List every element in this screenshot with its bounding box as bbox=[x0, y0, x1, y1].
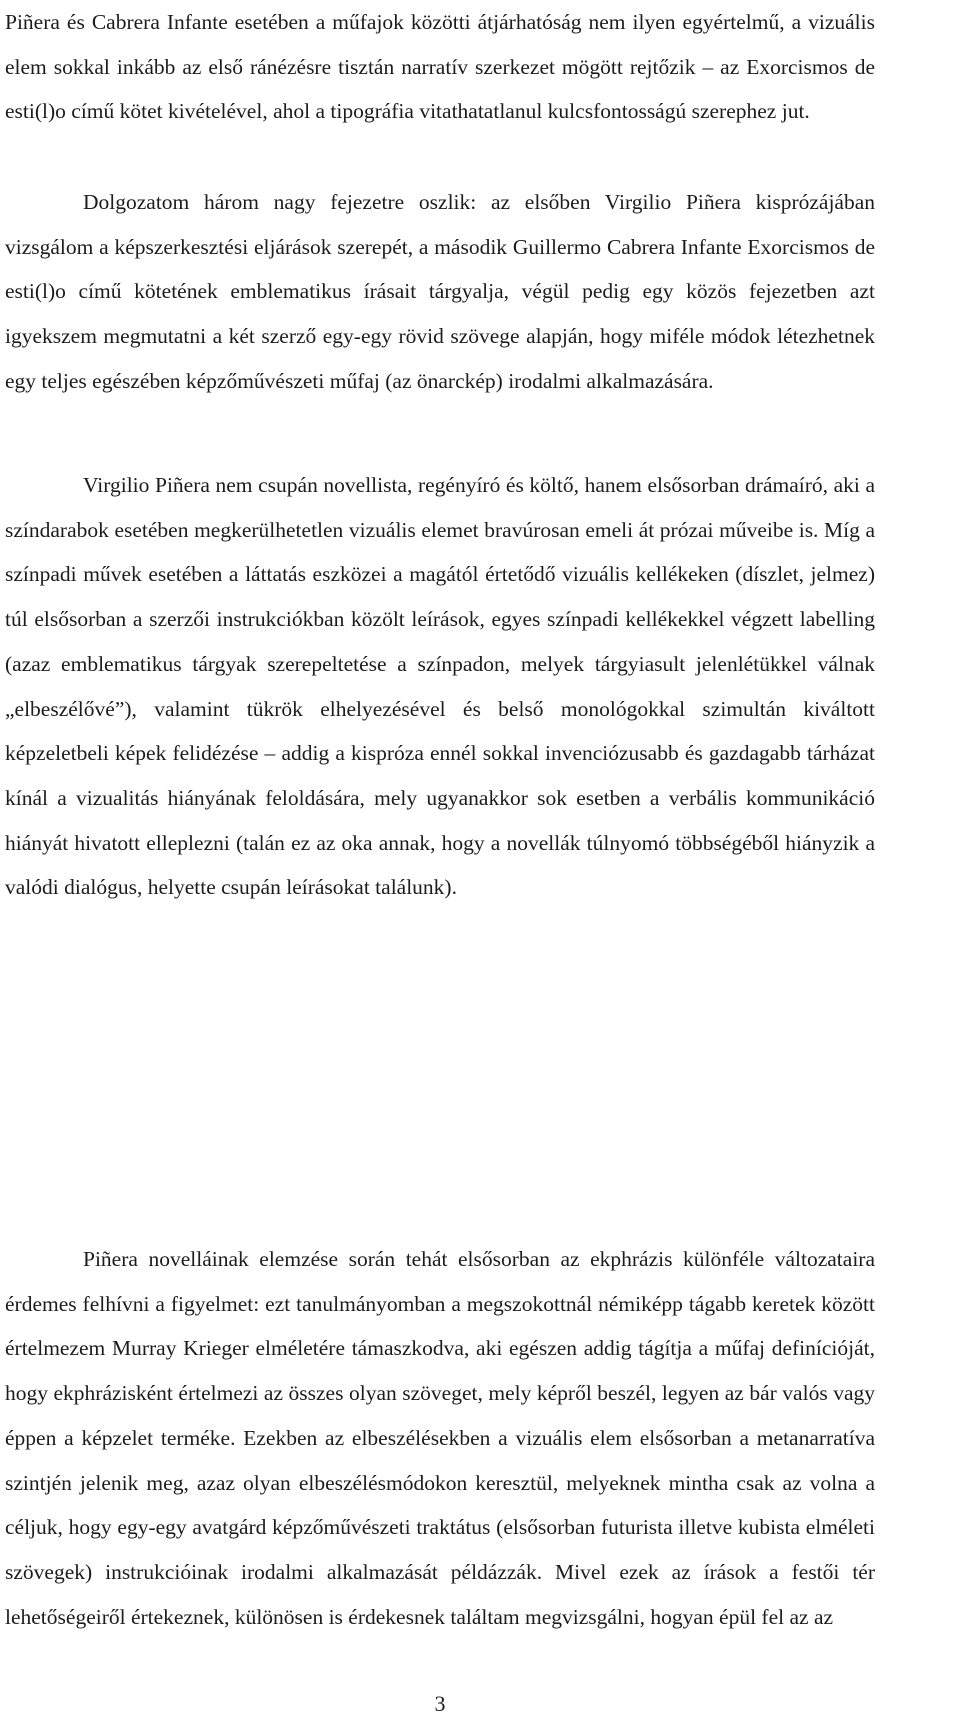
paragraph-thesis-structure: Dolgozatom három nagy fejezetre oszlik: az elsőben Virgilio Piñera kisprózájában vizsgálom a képszerkesztési eljárások szerepét, a második Guillermo Cabrera Infante Exorcismos de esti(l)o című kötetének emblematikus írásait tárgyalja, végül pedig egy közös fejezetben azt igyekszem megmutatni a két szerző egy-egy rövid szövege alapján, hogy miféle módok létezhetnek egy teljes egészében képzőművészeti műfaj (az önarckép) irodalmi alkalmazására. bbox=[5, 190, 875, 393]
page-number: 3 bbox=[434, 1691, 446, 1716]
paragraph-ekphrasis: Piñera novelláinak elemzése során tehát elsősorban az ekphrázis különféle változataira érdemes felhívni a figyelmet: ezt tanulmányomban a megszokottnál némiképp tágabb keretek között értelmezem Murray Krieger elméletére támaszkodva, aki egészen addig tágítja a műfaj definícióját, hogy ekphrázisként értelmezi az összes olyan szöveget, mely képről beszél, legyen az bár valós vagy éppen a képzelet terméke. Ezekben az elbeszélésekben a vizuális elem elsősorban a metanarratíva szintjén jelenik meg, azaz olyan elbeszélésmódokon keresztül, melyeknek mintha csak az volna a céljuk, hogy egy-egy avatgárd képzőművészeti traktátus (elsősorban futurista illetve kubista elméleti szövegek) instrukcióinak irodalmi alkalmazását példázzák. Mivel ezek az írások a festői tér lehetőségeiről értekeznek, különösen is érdekesnek találtam megvizsgálni, hogyan épül fel az az bbox=[5, 1247, 875, 1629]
paragraph-continuation: Piñera és Cabrera Infante esetében a műfajok közötti átjárhatóság nem ilyen egyértelmű, a vizuális elem sokkal inkább az első ránézésre tisztán narratív szerkezet mögött rejtőzik – az Exorcismos de esti(l)o című kötet kivételével, ahol a tipográfia vitathatatlanul kulcsfontosságú szerephez jut. bbox=[5, 10, 875, 124]
paragraph-pinera-drama: Virgilio Piñera nem csupán novellista, regényíró és költő, hanem elsősorban drámaíró, aki a színdarabok esetében megkerülhetetlen vizuális elemet bravúrosan emeli át prózai műveibe is. Míg a színpadi művek esetében a láttatás eszközei a magától értetődő vizuális kellékeken (díszlet, jelmez) túl elsősorban a szerzői instrukciókban közölt leírások, egyes színpadi kellékekkel végzett labelling (azaz emblematikus tárgyak szerepeltetése a színpadon, melyek tárgyiasult jelenlétükkel válnak „elbeszélővé”), valamint tükrök elhelyezésével és belső monológokkal szimultán kiváltott képzeletbeli képek felidézése – addig a kispróza ennél sokkal invenciózusabb és gazdagabb tárházat kínál a vizualitás hiányának feloldására, mely ugyanakkor sok esetben a verbális kommunikáció hiányát hivatott elleplezni (talán ez az oka annak, hogy a novellák túlnyomó többségéből hiányzik a valódi dialógus, helyette csupán leírásokat találunk). bbox=[5, 473, 875, 900]
